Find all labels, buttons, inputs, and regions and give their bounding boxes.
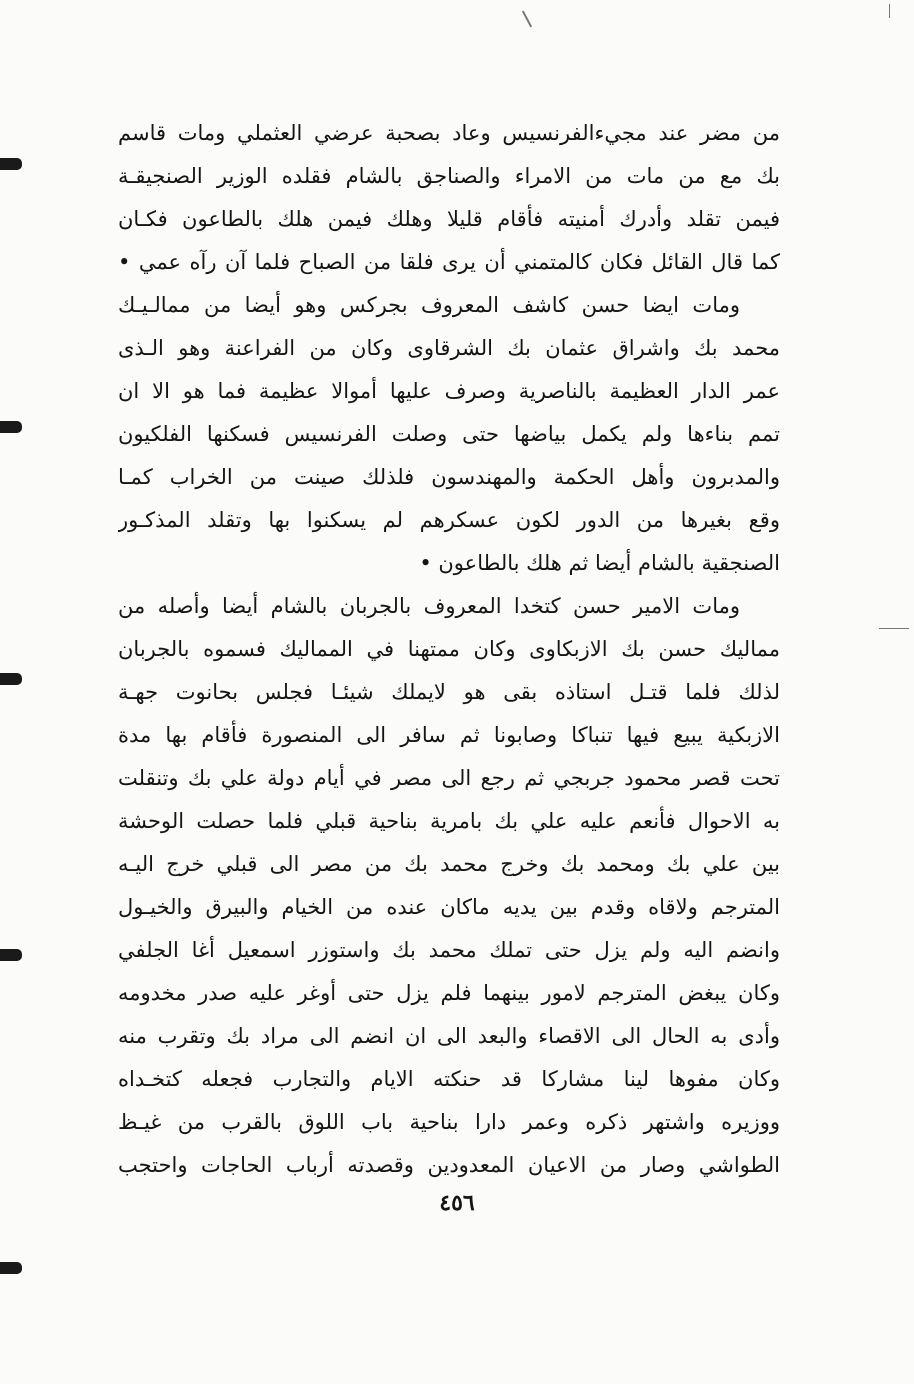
text-line: الازبكية يبيع فيها تنباكا وصابونا ثم سافر الى المنصورة فأقام بها مدة — [118, 723, 780, 747]
text-line: والمدبرون وأهل الحكمة والمهندسون فلذلك صينت من الخراب كمـا — [118, 465, 780, 489]
binding-hole-mark — [0, 949, 22, 961]
text-line: وكان يبغض المترجم لامور بينهما فلم يزل حتى أوغر عليه صدر مخدومه — [118, 981, 780, 1005]
text-line: لذلك فلما قتـل استاذه بقى هو لايملك شيئـا فجلس بحانوت جهـة — [118, 680, 780, 704]
scan-speck — [879, 628, 909, 629]
binding-hole-mark — [0, 158, 22, 170]
paragraph-start-line: ومات الامير حسن كتخدا المعروف بالجربان بالشام أيضا وأصله من — [118, 594, 740, 618]
text-line: عمر الدار العظيمة بالناصرية وصرف عليها أموالا عظيمة فما هو الا ان — [118, 379, 780, 403]
text-line: وأدى به الحال الى الاقصاء والبعد الى ان انضم الى مراد بك وتقرب منه — [118, 1024, 780, 1048]
text-line: بين علي بك ومحمد بك وخرج محمد بك من مصر الى قبلي خرج اليـه — [118, 852, 780, 876]
text-line: الطواشي وصار من الاعيان المعدودين وقصدته أرباب الحاجات واحتجب — [118, 1153, 780, 1177]
text-line: تحت قصر محمود جربجي ثم رجع الى مصر في أيام دولة علي بك وتنقلت — [118, 766, 780, 790]
text-line: تمم بناءها ولم يكمل بياضها حتى وصلت الفرنسيس فسكنها الفلكيون — [118, 422, 780, 446]
text-line: المترجم ولاقاه وقدم بين يديه ماكان عنده من الخيام والبيرق والخيـول — [118, 895, 780, 919]
scan-speck — [889, 4, 890, 18]
binding-hole-mark — [0, 673, 22, 685]
text-line: محمد بك واشراق عثمان بك الشرقاوى وكان من الفراعنة وهو الـذى — [118, 336, 780, 360]
page-number: ٤٥٦ — [439, 1190, 475, 1216]
paragraph-start-line: ومات ايضا حسن كاشف المعروف بجركس وهو أيضا من ممالـيـك — [118, 293, 740, 317]
text-line: بك مع من مات من الامراء والصناجق بالشام فقلده الوزير الصنجيقـة — [118, 164, 780, 188]
text-line: وقع بغيرها من الدور لكون عسكرهم لم يسكنوا بها وتقلد المذكـور — [118, 508, 780, 532]
text-line: مماليك حسن بك الازبكاوى وكان ممتهنا في المماليك فسموه بالجربان — [118, 637, 780, 661]
binding-hole-mark — [0, 421, 22, 433]
text-line: كما قال القائل فكان كالمتمني أن يرى فلقا من الصباح فلما آن رآه عمي • — [118, 250, 780, 274]
text-line: من مضر عند مجيءالفرنسيس وعاد بصحبة عرضي العثملي ومات قاسم — [118, 121, 780, 145]
text-line: فيمن تقلد وأدرك أمنيته فأقام قليلا وهلك فيمن هلك بالطاعون فكـان — [118, 207, 780, 231]
text-line: به الاحوال فأنعم عليه علي بك بامرية بناحية قبلي فلما حصلت الوحشة — [118, 809, 780, 833]
text-line: وانضم اليه ولم يزل حتى تملك محمد بك واستوزر اسمعيل أغا الجلفي — [118, 938, 780, 962]
text-line: ووزيره واشتهر ذكره وعمر دارا بناحية باب اللوق بالقرب من غيـظ — [118, 1110, 780, 1134]
binding-hole-mark — [0, 1262, 22, 1274]
text-line: وكان مفوها لينا مشاركا قد حنكته الايام والتجارب فجعله كتخـداه — [118, 1067, 780, 1091]
paragraph-end-line: الصنجقية بالشام أيضا ثم هلك بالطاعون • — [419, 551, 780, 575]
scan-speck — [522, 11, 532, 28]
arabic-text-block — [118, 112, 780, 1187]
